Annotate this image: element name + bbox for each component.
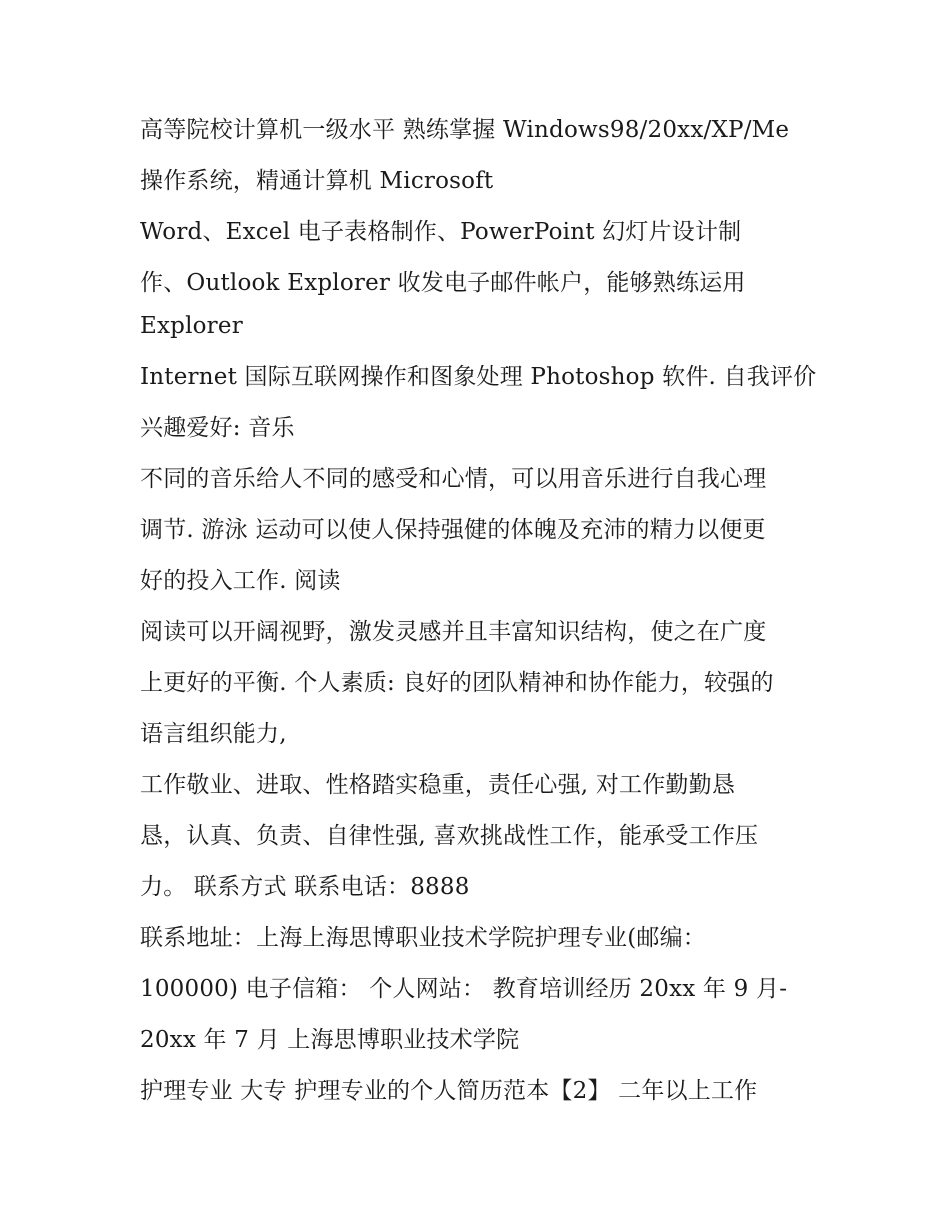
text-line: 调节. 游泳 运动可以使人保持强健的体魄及充沛的精力以便更 bbox=[140, 517, 766, 543]
text-line: Word、Excel 电子表格制作、PowerPoint 幻灯片设计制 bbox=[140, 219, 742, 245]
text-line: 工作敬业、进取、性格踏实稳重，责任心强, 对工作勤勤恳 bbox=[140, 772, 736, 798]
text-line: 阅读可以开阔视野，激发灵感并且丰富知识结构，使之在广度 bbox=[140, 619, 767, 645]
text-line: 恳，认真、负责、自律性强, 喜欢挑战性工作，能承受工作压 bbox=[140, 823, 759, 849]
text-line: Internet 国际互联网操作和图象处理 Photoshop 软件. 自我评价 bbox=[140, 364, 817, 390]
text-line: 兴趣爱好: 音乐 bbox=[140, 415, 295, 441]
text-line: 语言组织能力, bbox=[140, 721, 287, 747]
text-line: 高等院校计算机一级水平 熟练掌握 Windows98/20xx/XP/Me bbox=[140, 117, 790, 143]
text-line: 操作系统，精通计算机 Microsoft bbox=[140, 168, 494, 194]
text-line: 上更好的平衡. 个人素质: 良好的团队精神和协作能力，较强的 bbox=[140, 670, 774, 696]
text-line: 100000) 电子信箱： 个人网站： 教育培训经历 20xx 年 9 月- bbox=[140, 976, 788, 1002]
text-line: Explorer bbox=[140, 313, 243, 339]
text-line: 作、Outlook Explorer 收发电子邮件帐户，能够熟练运用 bbox=[140, 270, 746, 296]
document-body bbox=[140, 108, 830, 1120]
text-line: 不同的音乐给人不同的感受和心情，可以用音乐进行自我心理 bbox=[140, 466, 767, 492]
text-line: 20xx 年 7 月 上海思博职业技术学院 bbox=[140, 1027, 520, 1053]
text-line: 联系地址：上海上海思博职业技术学院护理专业(邮编： bbox=[140, 925, 706, 951]
text-line: 护理专业 大专 护理专业的个人简历范本【2】 二年以上工作 bbox=[140, 1078, 758, 1104]
text-line: 好的投入工作. 阅读 bbox=[140, 568, 341, 594]
text-line: 力。 联系方式 联系电话：8888 bbox=[140, 874, 470, 900]
